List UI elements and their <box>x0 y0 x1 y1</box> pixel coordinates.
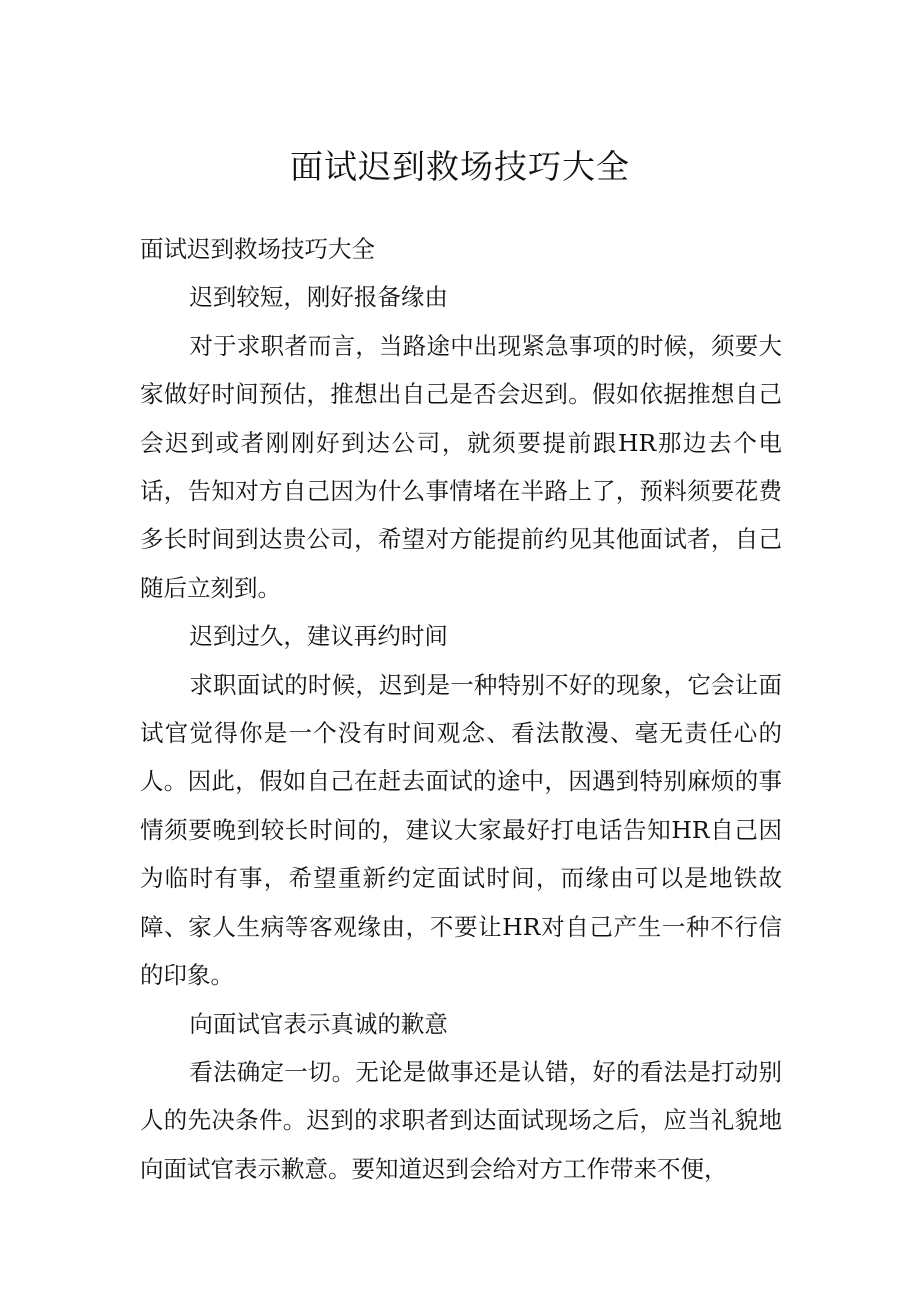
page-title: 面试迟到救场技巧大全 <box>290 147 630 186</box>
body-title: 面试迟到救场技巧大全 <box>140 235 375 263</box>
body-paragraph: 对于求职者而言，当路途中出现紧急事项的时候，须要大家做好时间预估，推想出自己是否会迟到。假如依据推想自己会迟到或者刚刚好到达公司，就须要提前跟HR那边去个电话，告知对方自己因为什么事情堵在半路上了，预料须要花费多长时间到达贵公司，希望对方能提前约见其他面试者，自己随后立刻到。 <box>140 331 782 602</box>
body-paragraph: 求职面试的时候，迟到是一种特别不好的现象，它会让面试官觉得你是一个没有时间观念、看法散漫、毫无责任心的人。因此，假如自己在赶去面试的途中，因遇到特别麻烦的事情须要晚到较长时间的，建议大家最好打电话告知HR自己因为临时有事，希望重新约定面试时间，而缘由可以是地铁故障、家人生病等客观缘由，不要让HR对自己产生一种不行信的印象。 <box>140 670 782 990</box>
section-heading: 向面试官表示真诚的歉意 <box>189 1009 448 1038</box>
body-paragraph: 看法确定一切。无论是做事还是认错，好的看法是打动别人的先决条件。迟到的求职者到达面试现场之后，应当礼貌地向面试官表示歉意。要知道迟到会给对方工作带来不便， <box>140 1057 782 1183</box>
document-body <box>140 225 782 1193</box>
section-heading: 迟到较短，刚好报备缘由 <box>189 283 448 312</box>
section-heading: 迟到过久，建议再约时间 <box>189 622 448 651</box>
